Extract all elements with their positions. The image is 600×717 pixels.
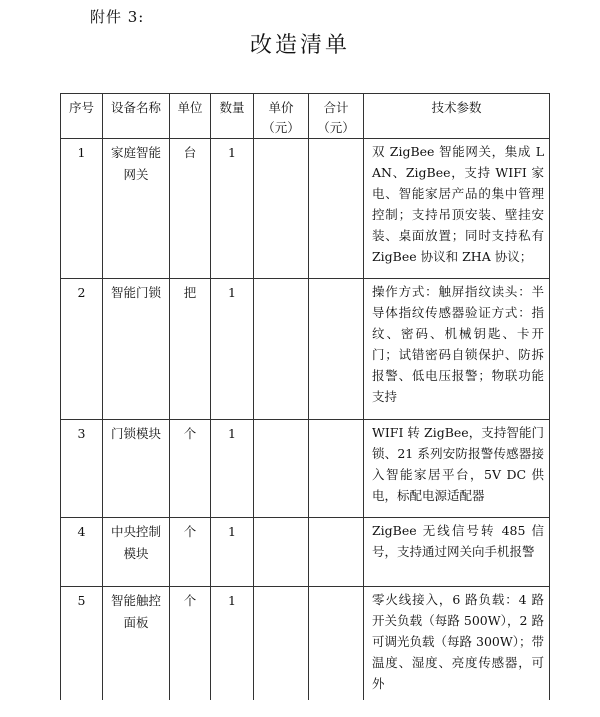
cell-price — [254, 420, 309, 518]
cell-spec: 双 ZigBee 智能网关，集成 LAN、ZigBee，支持 WIFI 家电、智能家居产品的集中管理控制；支持吊顶安装、壁挂安装、桌面放置；同时支持私有 ZigBee 协议和 ZHA 协议； — [364, 139, 550, 279]
cell-unit: 把 — [170, 279, 211, 420]
col-header-unit: 单位 — [170, 94, 211, 139]
cell-name: 智能触控 面板 — [103, 587, 170, 700]
cell-no: 2 — [61, 279, 103, 420]
cell-no: 1 — [61, 139, 103, 279]
cell-spec: 零火线接入，6 路负载：4 路开关负载（每路 500W），2 路可调光负载（每路 300W）；带温度、湿度、亮度传感器，可外 — [364, 587, 550, 700]
cell-name: 中央控制 模块 — [103, 518, 170, 587]
table-row — [61, 420, 550, 518]
attachment-label: 附件 3: — [90, 8, 145, 26]
cell-price — [254, 587, 309, 700]
cell-total — [309, 279, 364, 420]
col-header-name: 设备名称 — [103, 94, 170, 139]
cell-name: 门锁模块 — [103, 420, 170, 518]
col-header-qty: 数量 — [211, 94, 254, 139]
cell-price — [254, 139, 309, 279]
cell-unit: 个 — [170, 587, 211, 700]
col-header-total: 合计 （元） — [309, 94, 364, 139]
table-row — [61, 518, 550, 587]
cell-qty: 1 — [211, 518, 254, 587]
col-header-price: 单价 （元） — [254, 94, 309, 139]
table-row — [61, 279, 550, 420]
table-header-row — [61, 94, 550, 139]
cell-total — [309, 139, 364, 279]
cell-total — [309, 518, 364, 587]
col-header-no: 序号 — [61, 94, 103, 139]
page-title: 改造清单 — [249, 33, 350, 58]
cell-unit: 个 — [170, 518, 211, 587]
cell-unit: 台 — [170, 139, 211, 279]
renovation-list-table — [60, 93, 550, 700]
cell-qty: 1 — [211, 587, 254, 700]
cell-no: 3 — [61, 420, 103, 518]
cell-price — [254, 518, 309, 587]
cell-name: 家庭智能 网关 — [103, 139, 170, 279]
table-row — [61, 587, 550, 700]
cell-no: 4 — [61, 518, 103, 587]
cell-total — [309, 420, 364, 518]
cell-no: 5 — [61, 587, 103, 700]
cell-qty: 1 — [211, 420, 254, 518]
cell-spec: 操作方式：触屏指纹读头：半导体指纹传感器验证方式：指纹、密码、机械钥匙、卡开门；试错密码自锁保护、防拆报警、低电压报警；物联功能支持 — [364, 279, 550, 420]
cell-qty: 1 — [211, 139, 254, 279]
col-header-spec: 技术参数 — [364, 94, 550, 139]
cell-spec: WIFI 转 ZigBee，支持智能门锁、21 系列安防报警传感器接入智能家居平台，5V DC 供电，标配电源适配器 — [364, 420, 550, 518]
cell-price — [254, 279, 309, 420]
table-row — [61, 139, 550, 279]
cell-total — [309, 587, 364, 700]
cell-spec: ZigBee 无线信号转 485 信号，支持通过网关向手机报警 — [364, 518, 550, 587]
cell-unit: 个 — [170, 420, 211, 518]
cell-qty: 1 — [211, 279, 254, 420]
cell-name: 智能门锁 — [103, 279, 170, 420]
